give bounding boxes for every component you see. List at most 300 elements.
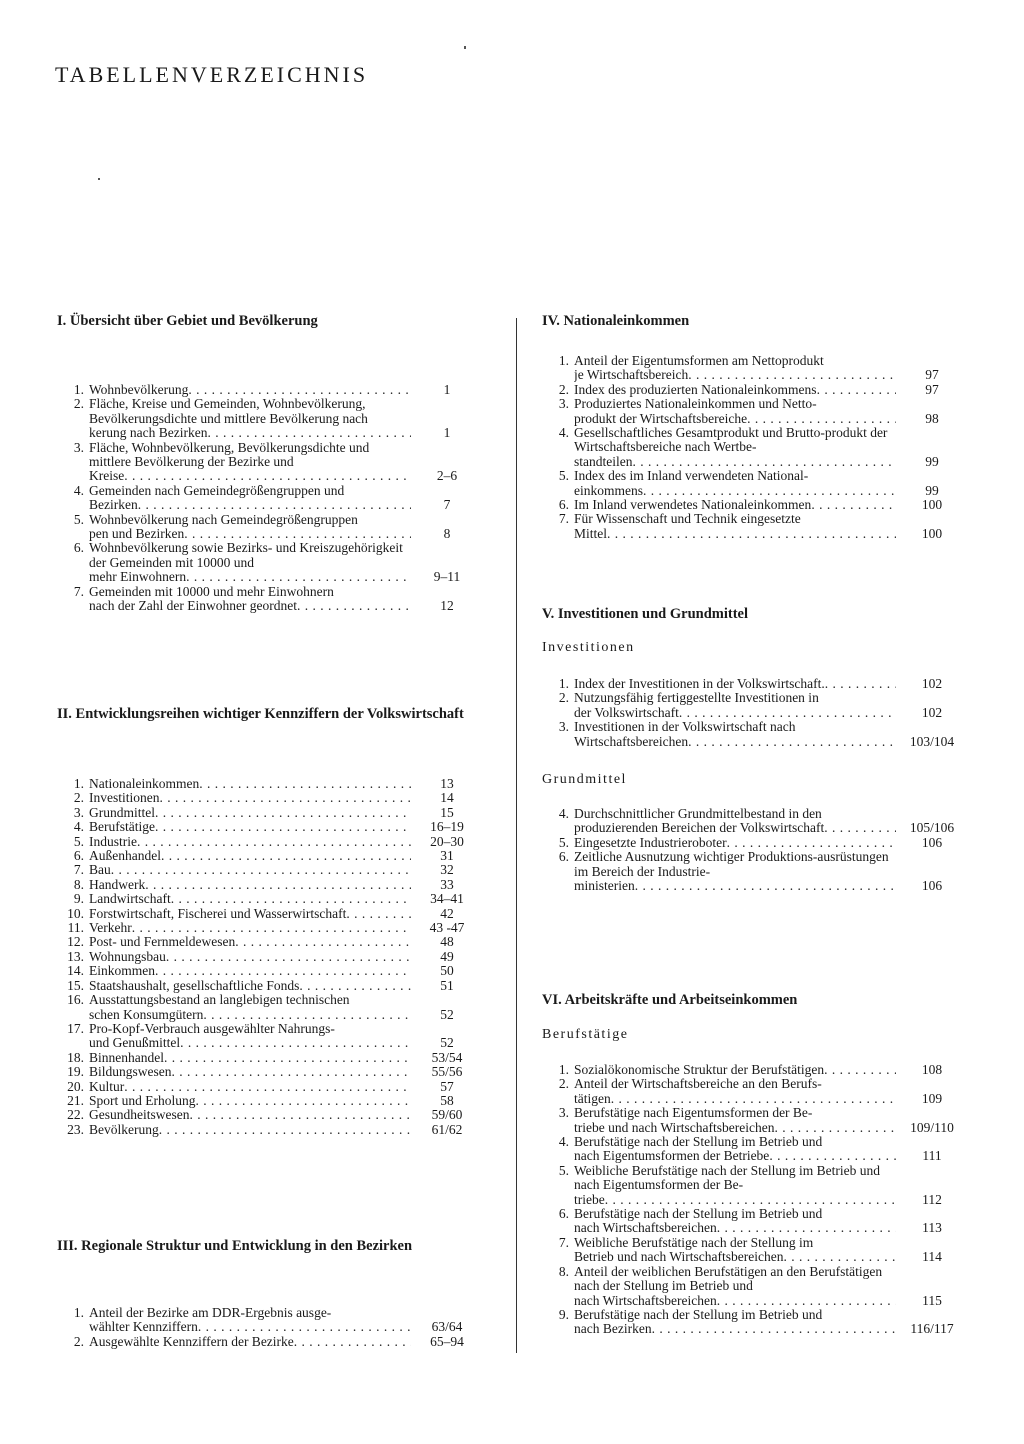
entry-number: 18.: [67, 1049, 84, 1065]
print-speck: [464, 46, 466, 49]
entry-title-last: Im Inland verwendetes Nationaleinkommen: [574, 498, 812, 513]
entry-number: 7.: [558, 1234, 569, 1250]
section-heading: I. Übersicht über Gebiet und Bevölkerung: [57, 313, 318, 329]
entry-last-line: [89, 950, 411, 964]
dot-leader: [124, 469, 411, 483]
entry-last-line: [89, 820, 411, 834]
entry-last-line: [89, 835, 411, 849]
entry-number: 17.: [67, 1020, 84, 1036]
entry-title: [574, 836, 896, 850]
dot-leader: [196, 1094, 412, 1108]
section-5: [542, 606, 972, 893]
toc-entry[interactable]: [542, 1106, 972, 1135]
toc-entry[interactable]: [542, 691, 972, 720]
dot-leader: [155, 964, 411, 978]
entry-page: 1: [443, 382, 451, 397]
dot-leader: [299, 979, 411, 993]
toc-entry[interactable]: [57, 441, 487, 484]
dot-leader: [294, 1335, 411, 1349]
page-title: TABELLENVERZEICHNIS: [55, 62, 369, 87]
entry-title-last: ministerien: [574, 879, 635, 894]
entry-last-line: [89, 1335, 411, 1349]
dot-leader: [124, 1080, 411, 1094]
entry-title-lines: Anteil der weiblichen Berufstätigen an den Berufstätigen nach der Stellung im Betrieb und: [574, 1263, 883, 1294]
entry-list: [542, 677, 972, 749]
entry-title-last: mehr Einwohnern: [89, 570, 187, 585]
entry-title: [89, 921, 411, 935]
dot-leader: [717, 1294, 896, 1308]
toc-entry[interactable]: [57, 806, 487, 820]
entry-title-last: Index des produzierten Nationaleinkommens: [574, 382, 817, 397]
entry-title: [574, 1164, 896, 1207]
entry-page: 9–11: [433, 569, 461, 585]
toc-entry[interactable]: [57, 1080, 487, 1094]
entry-page: 114: [922, 1249, 942, 1265]
entry-number: 9.: [558, 1306, 569, 1322]
entry-number: 9.: [73, 891, 84, 907]
dot-leader: [611, 1092, 896, 1106]
entry-title-last: wählter Kennziffern: [89, 1320, 198, 1335]
dot-leader: [207, 426, 411, 440]
entry-number: 4.: [73, 482, 84, 498]
entry-number: 21.: [67, 1092, 84, 1108]
toc-entry[interactable]: [57, 484, 487, 513]
dot-leader: [180, 1036, 411, 1050]
dot-leader: [235, 935, 411, 949]
entry-page: 106: [921, 834, 943, 850]
entry-title-last: Investitionen: [89, 791, 160, 806]
dot-leader: [155, 806, 411, 820]
entry-page: 2–6: [436, 468, 458, 484]
entry-number: 2.: [73, 1333, 84, 1349]
entry-page: 100: [921, 525, 943, 541]
entry-number: 1.: [73, 776, 84, 791]
entry-title: [89, 820, 411, 834]
entry-title: [89, 1108, 411, 1122]
subsection-heading: Grundmittel: [542, 772, 627, 788]
entry-title: [574, 1106, 896, 1135]
entry-title-last: tätigen: [574, 1091, 611, 1106]
entry-number: 7.: [73, 862, 84, 878]
entry-number: 5.: [73, 833, 84, 849]
entry-page: 99: [925, 482, 939, 498]
dot-leader: [171, 892, 411, 906]
entry-title: [574, 1236, 896, 1265]
entry-number: 5.: [558, 468, 569, 484]
entry-number: 4.: [558, 806, 569, 822]
toc-entry[interactable]: [57, 964, 487, 978]
dot-leader: [137, 835, 411, 849]
toc-entry[interactable]: [542, 1265, 972, 1308]
entry-last-line: [574, 498, 896, 512]
entry-last-line: [574, 677, 896, 691]
entry-page: 61/62: [431, 1121, 463, 1137]
entry-title-last: Bezirken: [89, 498, 138, 513]
dot-leader: [184, 527, 411, 541]
toc-entry[interactable]: [57, 979, 487, 993]
toc-entry[interactable]: [57, 935, 487, 949]
entry-number: 3.: [558, 719, 569, 735]
entry-page: 63/64: [431, 1319, 463, 1335]
entry-list: [542, 354, 972, 541]
entry-title-lines: Gesellschaftliches Gesamtprodukt und Brutto-produkt der Wirtschaftsbereiche nach Wertbe-: [574, 425, 888, 455]
dot-leader: [825, 677, 896, 691]
section-heading: II. Entwicklungsreihen wichtiger Kennziffern der Volkswirtschaft: [57, 706, 464, 722]
section-heading: III. Regionale Struktur und Entwicklung in den Bezirken: [57, 1238, 413, 1254]
entry-title: [574, 720, 896, 749]
dot-leader: [188, 383, 411, 397]
dot-leader: [679, 706, 896, 720]
entry-title-lines: Anteil der Eigentumsformen am Nettoprodukt: [574, 353, 824, 368]
section-3: [57, 1238, 487, 1349]
entry-title: [574, 677, 896, 691]
entry-number: 7.: [558, 511, 569, 527]
entry-list: [57, 1306, 487, 1349]
entry-last-line: [89, 777, 411, 791]
entry-number: 15.: [67, 977, 84, 993]
entry-last-line: [89, 527, 411, 541]
toc-entry[interactable]: [57, 1108, 487, 1122]
entry-title-lines: Weibliche Berufstätige nach der Stellung im Betrieb und nach Eigentumsformen der Be-: [574, 1162, 880, 1193]
dot-leader: [166, 950, 411, 964]
toc-entry[interactable]: [57, 878, 487, 892]
entry-page: 52: [440, 1006, 454, 1022]
entry-title-lines: Zeitliche Ausnutzung wichtiger Produktions-ausrüstungen im Bereich der Industrie-: [574, 849, 889, 879]
entry-number: 6.: [73, 540, 84, 556]
entry-number: 6.: [558, 849, 569, 865]
entry-title-lines: Gemeinden nach Gemeindegrößengruppen und: [89, 482, 345, 498]
dot-leader: [199, 777, 411, 791]
toc-entry[interactable]: [57, 950, 487, 964]
entry-number: 1.: [73, 1305, 84, 1320]
entry-page: 97: [925, 367, 939, 383]
entry-number: 10.: [67, 905, 84, 921]
dot-leader: [132, 921, 411, 935]
entry-title: [574, 383, 896, 397]
entry-title-lines: Nutzungsfähig fertiggestellte Investitionen in: [574, 690, 819, 706]
entry-title: [574, 498, 896, 512]
toc-entry[interactable]: [57, 1094, 487, 1108]
entry-last-line: [89, 849, 411, 863]
toc-entry[interactable]: [542, 677, 972, 691]
entry-page: 99: [925, 453, 939, 469]
entry-title-last: Kreise: [89, 469, 125, 484]
entry-page: 52: [440, 1035, 454, 1051]
entry-last-line: [89, 892, 411, 906]
entry-title: [89, 397, 411, 440]
entry-last-line: [89, 426, 411, 440]
column-divider: [516, 318, 517, 1353]
entry-title-last: Wohnungsbau: [89, 949, 166, 964]
toc-entry[interactable]: [57, 397, 487, 440]
entry-title-lines: Für Wissenschaft und Technik eingesetzte: [574, 511, 801, 527]
entry-page: 51: [440, 977, 454, 993]
entry-title: [89, 1051, 411, 1065]
toc-entry[interactable]: [57, 383, 487, 397]
entry-last-line: [574, 1221, 896, 1235]
entry-page: 111: [922, 1148, 942, 1164]
entry-page: 58: [440, 1092, 454, 1108]
toc-entry[interactable]: [57, 791, 487, 805]
toc-entry[interactable]: [542, 354, 972, 383]
entry-number: 16.: [67, 992, 84, 1008]
entry-number: 8.: [558, 1263, 569, 1279]
entry-last-line: [574, 455, 896, 469]
entry-title-last: produzierenden Bereichen der Volkswirtschaft: [574, 821, 825, 836]
entry-page: 113: [922, 1220, 942, 1236]
entry-page: 34–41: [430, 891, 464, 907]
toc-entry[interactable]: [57, 820, 487, 834]
entry-page: 57: [440, 1078, 454, 1094]
entry-last-line: [574, 1063, 896, 1077]
toc-entry[interactable]: [542, 836, 972, 850]
toc-entry[interactable]: [57, 513, 487, 542]
toc-entry[interactable]: [57, 541, 487, 584]
entry-title: [574, 426, 896, 469]
section-6: [542, 992, 972, 1337]
entry-page: 112: [922, 1191, 942, 1207]
entry-page: 103/104: [909, 733, 955, 749]
entry-page: 108: [921, 1062, 943, 1077]
entry-last-line: [89, 570, 411, 584]
entry-title-last: Bildungswesen: [89, 1065, 172, 1080]
dot-leader: [164, 1051, 411, 1065]
entry-page: 100: [921, 497, 943, 513]
toc-entry[interactable]: [57, 1123, 487, 1137]
entry-number: 11.: [67, 920, 84, 936]
entry-page: 109: [921, 1090, 943, 1106]
entry-title: [89, 1335, 411, 1349]
entry-title-last: Mittel: [574, 526, 607, 541]
entry-title: [89, 806, 411, 820]
entry-last-line: [89, 383, 411, 397]
toc-entry[interactable]: [542, 1308, 972, 1337]
entry-number: 5.: [558, 1162, 569, 1178]
entry-number: 13.: [67, 948, 84, 964]
entry-page: 42: [440, 905, 454, 921]
toc-entry[interactable]: [57, 921, 487, 935]
entry-last-line: [89, 1008, 411, 1022]
toc-entry[interactable]: [542, 1207, 972, 1236]
entry-title-lines: Wohnbevölkerung nach Gemeindegrößengruppen: [89, 511, 358, 527]
toc-entry[interactable]: [57, 849, 487, 863]
toc-entry[interactable]: [542, 1135, 972, 1164]
entry-title-lines: Durchschnittlicher Grundmittelbestand in den: [574, 806, 822, 822]
entry-title: [89, 1065, 411, 1079]
entry-list: [542, 807, 972, 893]
dot-leader: [161, 849, 411, 863]
entry-title-last: und Genußmittel: [89, 1036, 181, 1051]
entry-last-line: [89, 1108, 411, 1122]
entry-last-line: [574, 383, 896, 397]
entry-title-lines: Berufstätige nach der Stellung im Betrieb und: [574, 1134, 823, 1150]
dot-leader: [643, 484, 896, 498]
entry-title-last: Landwirtschaft: [89, 892, 171, 907]
dot-leader: [688, 368, 896, 382]
entry-last-line: [89, 599, 411, 613]
entry-last-line: [574, 1294, 896, 1308]
toc-entry[interactable]: [57, 907, 487, 921]
entry-title: [89, 892, 411, 906]
entry-page: 115: [922, 1292, 942, 1308]
dot-leader: [198, 1320, 411, 1334]
entry-number: 19.: [67, 1064, 84, 1080]
entry-title: [574, 512, 896, 541]
dot-leader: [607, 527, 896, 541]
dot-leader: [817, 383, 896, 397]
entry-number: 3.: [73, 804, 84, 820]
section-2: [57, 706, 487, 1137]
entry-title-lines: Berufstätige nach Eigentumsformen der Be-: [574, 1105, 813, 1121]
entry-title-lines: Wohnbevölkerung sowie Bezirks- und Kreiszugehörigkeit der Gemeinden mit 10000 und: [89, 540, 403, 570]
entry-number: 6.: [558, 1206, 569, 1222]
dot-leader: [189, 1108, 411, 1122]
entry-last-line: [574, 1149, 896, 1163]
entry-title-lines: Fläche, Kreise und Gemeinden, Wohnbevölkerung, Bevölkerungsdichte und mittlere Bevölkerung nach: [89, 396, 368, 426]
entry-last-line: [89, 1065, 411, 1079]
entry-title-last: Post- und Fernmeldewesen: [89, 935, 236, 950]
entry-title: [89, 849, 411, 863]
entry-title: [89, 964, 411, 978]
entry-page: 105/106: [909, 820, 955, 836]
toc-entry[interactable]: [542, 850, 972, 893]
entry-last-line: [574, 412, 896, 426]
entry-page: 7: [443, 497, 451, 513]
entry-last-line: [89, 921, 411, 935]
entry-title-last: Forstwirtschaft, Fischerei und Wasserwirtschaft: [89, 906, 347, 921]
entry-number: 2.: [558, 690, 569, 706]
entry-page: 59/60: [431, 1107, 463, 1123]
entry-number: 14.: [67, 963, 84, 979]
toc-entry[interactable]: [542, 1063, 972, 1077]
entry-number: 3.: [558, 1105, 569, 1121]
entry-number: 12.: [67, 934, 84, 950]
entry-page: 43 -47: [429, 920, 465, 936]
toc-entry[interactable]: [542, 720, 972, 749]
entry-list: [57, 383, 487, 614]
toc-entry[interactable]: [57, 1022, 487, 1051]
toc-entry[interactable]: [57, 777, 487, 791]
entry-title-lines: Index des im Inland verwendeten National-: [574, 468, 809, 484]
entry-last-line: [574, 1193, 896, 1207]
toc-entry[interactable]: [57, 1306, 487, 1335]
entry-title-last: Binnenhandel: [89, 1050, 164, 1065]
dot-leader: [824, 1063, 896, 1077]
entry-number: 4.: [73, 819, 84, 835]
entry-title-last: einkommens: [574, 483, 643, 498]
toc-entry[interactable]: [542, 1236, 972, 1265]
entry-title-last: Verkehr: [89, 921, 132, 936]
entry-last-line: [574, 484, 896, 498]
dot-leader: [172, 1065, 412, 1079]
section-4: [542, 313, 972, 541]
section-heading: VI. Arbeitskräfte und Arbeitseinkommen: [542, 992, 798, 1008]
toc-entry[interactable]: [542, 1077, 972, 1106]
toc-entry[interactable]: [57, 892, 487, 906]
entry-last-line: [574, 1121, 896, 1135]
entry-number: 2.: [558, 381, 569, 397]
dot-leader: [632, 455, 896, 469]
entry-page: 98: [925, 410, 939, 426]
dot-leader: [717, 1221, 896, 1235]
entry-last-line: [89, 1051, 411, 1065]
dot-leader: [784, 1250, 896, 1264]
toc-entry[interactable]: [542, 469, 972, 498]
entry-title: [89, 1094, 411, 1108]
entry-title-last: nach Wirtschaftsbereichen: [574, 1221, 717, 1236]
toc-entry[interactable]: [542, 807, 972, 836]
toc-entry[interactable]: [542, 426, 972, 469]
entry-title-last: Gesundheitswesen: [89, 1108, 190, 1123]
entry-title: [574, 1265, 896, 1308]
print-speck: [98, 178, 100, 180]
entry-title: [574, 1308, 896, 1337]
toc-entry[interactable]: [542, 512, 972, 541]
toc-entry[interactable]: [542, 498, 972, 512]
toc-entry[interactable]: [57, 993, 487, 1022]
toc-entry[interactable]: [57, 1051, 487, 1065]
section-heading: IV. Nationaleinkommen: [542, 313, 690, 329]
entry-number: 1.: [558, 1062, 569, 1077]
entry-page: 48: [440, 934, 454, 950]
entry-title-last: Sozialökonomische Struktur der Berufstätigen: [574, 1063, 825, 1077]
entry-page: 109/110: [910, 1119, 954, 1135]
entry-last-line: [89, 964, 411, 978]
dot-leader: [635, 879, 896, 893]
entry-title: [574, 1077, 896, 1106]
entry-last-line: [574, 527, 896, 541]
entry-title-lines: Berufstätige nach der Stellung im Betrieb und: [574, 1206, 823, 1222]
dot-leader: [203, 1008, 411, 1022]
entry-page: 97: [925, 381, 939, 397]
entry-last-line: [89, 878, 411, 892]
entry-title-last: Einkommen: [89, 964, 155, 979]
toc-entry[interactable]: [542, 397, 972, 426]
toc-entry[interactable]: [57, 1065, 487, 1079]
entry-page: 1: [443, 425, 451, 441]
entry-last-line: [89, 1123, 411, 1137]
toc-entry[interactable]: [57, 585, 487, 614]
entry-title-last: nach Eigentumsformen der Betriebe: [574, 1149, 770, 1164]
entry-list: [542, 1063, 972, 1337]
entry-title-last: Wohnbevölkerung: [89, 383, 189, 397]
toc-entry[interactable]: [57, 1335, 487, 1349]
toc-entry[interactable]: [542, 383, 972, 397]
entry-title: [89, 585, 411, 614]
entry-title-last: Sport und Erholung: [89, 1093, 196, 1108]
entry-page: 12: [440, 598, 454, 614]
entry-page: 50: [440, 963, 454, 979]
toc-entry[interactable]: [542, 1164, 972, 1207]
dot-leader: [605, 1193, 896, 1207]
toc-entry[interactable]: [57, 835, 487, 849]
entry-title-last: Handwerk: [89, 877, 146, 892]
entry-title-last: schen Konsumgütern: [89, 1007, 204, 1022]
entry-last-line: [89, 907, 411, 921]
entry-number: 6.: [73, 848, 84, 864]
entry-page: 8: [443, 526, 451, 542]
entry-title: [89, 863, 411, 877]
entry-number: 22.: [67, 1107, 84, 1123]
entry-title-last: Staatshaushalt, gesellschaftliche Fonds: [89, 978, 300, 993]
entry-title-last: Berufstätige: [89, 820, 155, 835]
entry-title-last: Betrieb und nach Wirtschaftsbereichen: [574, 1250, 784, 1265]
entry-number: 6.: [558, 497, 569, 513]
dot-leader: [145, 878, 411, 892]
toc-entry[interactable]: [57, 863, 487, 877]
entry-title-last: Kultur: [89, 1079, 125, 1094]
entry-last-line: [574, 1092, 896, 1106]
